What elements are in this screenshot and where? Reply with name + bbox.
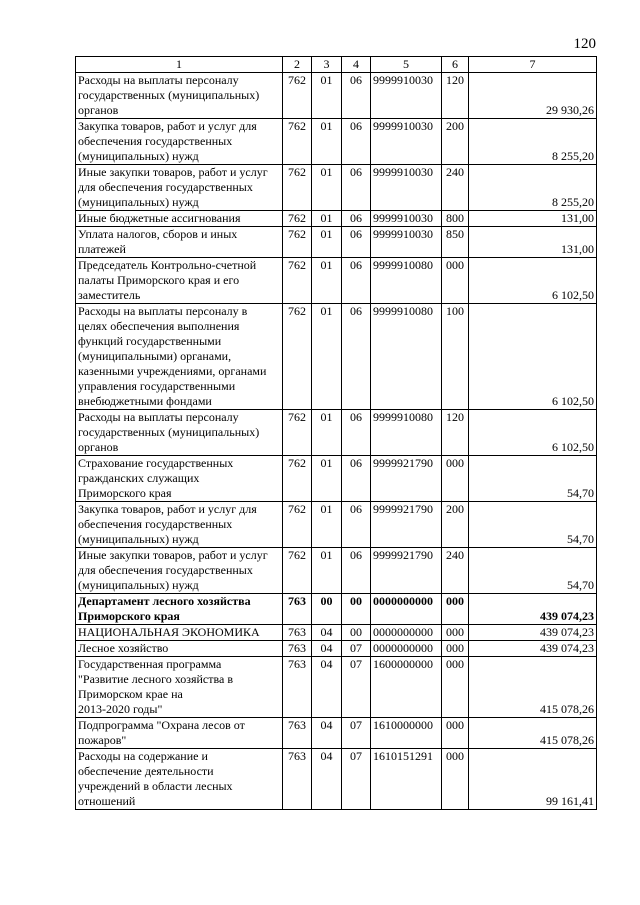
row-ved-code: 762: [283, 502, 312, 548]
row-expense-type: 120: [442, 73, 469, 119]
row-section-code: 01: [312, 456, 342, 502]
row-subsection-code: 06: [342, 410, 371, 456]
row-expense-type: 000: [442, 749, 469, 810]
row-name: НАЦИОНАЛЬНАЯ ЭКОНОМИКА: [76, 625, 283, 641]
row-expense-type: 240: [442, 165, 469, 211]
row-amount: 8 255,20: [469, 165, 597, 211]
table-row: [76, 258, 597, 304]
table-row: [76, 410, 597, 456]
row-name: Расходы на выплаты персоналу в целях обеспечения выполнения функций государственными (муниципальными) органами, казенными учреждениями, органами управления государственными внебюджетными фондами: [76, 304, 283, 410]
row-expense-type: 240: [442, 548, 469, 594]
table-row: [76, 456, 597, 502]
page-number: 120: [573, 36, 596, 52]
row-amount: 6 102,50: [469, 258, 597, 304]
row-expense-type: 000: [442, 258, 469, 304]
row-name: Расходы на выплаты персоналу государственных (муниципальных) органов: [76, 410, 283, 456]
row-target-article: 9999910030: [371, 165, 442, 211]
row-target-article: 9999910080: [371, 304, 442, 410]
row-name: Расходы на содержание и обеспечение деятельности учреждений в области лесных отношений: [76, 749, 283, 810]
row-ved-code: 763: [283, 641, 312, 657]
row-amount: 131,00: [469, 227, 597, 258]
row-ved-code: 762: [283, 165, 312, 211]
row-target-article: 1600000000: [371, 657, 442, 718]
row-subsection-code: 06: [342, 119, 371, 165]
row-ved-code: 762: [283, 304, 312, 410]
row-subsection-code: 07: [342, 718, 371, 749]
table-row: [76, 227, 597, 258]
row-section-code: 01: [312, 119, 342, 165]
row-amount: 415 078,26: [469, 657, 597, 718]
row-expense-type: 000: [442, 594, 469, 625]
row-section-code: 04: [312, 749, 342, 810]
row-ved-code: 763: [283, 594, 312, 625]
row-subsection-code: 06: [342, 258, 371, 304]
column-header: 4: [342, 57, 371, 73]
row-ved-code: 762: [283, 456, 312, 502]
row-expense-type: 100: [442, 304, 469, 410]
row-name: Лесное хозяйство: [76, 641, 283, 657]
row-subsection-code: 06: [342, 165, 371, 211]
row-name: Иные закупки товаров, работ и услуг для обеспечения государственных (муниципальных) нужд: [76, 548, 283, 594]
row-target-article: 9999921790: [371, 548, 442, 594]
row-amount: 54,70: [469, 548, 597, 594]
row-amount: 6 102,50: [469, 304, 597, 410]
row-section-code: 01: [312, 410, 342, 456]
row-ved-code: 762: [283, 258, 312, 304]
row-amount: 6 102,50: [469, 410, 597, 456]
row-ved-code: 762: [283, 119, 312, 165]
row-name: Закупка товаров, работ и услуг для обеспечения государственных (муниципальных) нужд: [76, 502, 283, 548]
row-section-code: 04: [312, 657, 342, 718]
row-name: Иные закупки товаров, работ и услуг для обеспечения государственных (муниципальных) нужд: [76, 165, 283, 211]
row-target-article: 0000000000: [371, 641, 442, 657]
row-amount: 8 255,20: [469, 119, 597, 165]
row-ved-code: 762: [283, 548, 312, 594]
table-row: [76, 749, 597, 810]
table-row: [76, 657, 597, 718]
column-header: 3: [312, 57, 342, 73]
row-name: Подпрограмма "Охрана лесов от пожаров": [76, 718, 283, 749]
column-header: 2: [283, 57, 312, 73]
row-ved-code: 763: [283, 749, 312, 810]
row-amount: 54,70: [469, 502, 597, 548]
row-subsection-code: 07: [342, 749, 371, 810]
row-subsection-code: 06: [342, 227, 371, 258]
row-expense-type: 200: [442, 502, 469, 548]
column-header: 7: [469, 57, 597, 73]
row-section-code: 01: [312, 304, 342, 410]
row-target-article: 9999910030: [371, 73, 442, 119]
row-amount: 131,00: [469, 211, 597, 227]
row-name: Департамент лесного хозяйства Приморского края: [76, 594, 283, 625]
row-target-article: 1610000000: [371, 718, 442, 749]
table-row: [76, 548, 597, 594]
row-expense-type: 000: [442, 625, 469, 641]
row-ved-code: 763: [283, 718, 312, 749]
row-amount: 415 078,26: [469, 718, 597, 749]
table-row: [76, 119, 597, 165]
row-ved-code: 763: [283, 625, 312, 641]
row-target-article: 1610151291: [371, 749, 442, 810]
row-ved-code: 762: [283, 410, 312, 456]
row-section-code: 04: [312, 641, 342, 657]
row-subsection-code: 06: [342, 73, 371, 119]
row-target-article: 0000000000: [371, 594, 442, 625]
row-name: Государственная программа "Развитие лесного хозяйства в Приморском крае на 2013-2020 годы": [76, 657, 283, 718]
row-section-code: 01: [312, 548, 342, 594]
row-target-article: 9999910080: [371, 258, 442, 304]
row-subsection-code: 07: [342, 657, 371, 718]
row-name: Иные бюджетные ассигнования: [76, 211, 283, 227]
column-header: 1: [76, 57, 283, 73]
row-name: Расходы на выплаты персоналу государственных (муниципальных) органов: [76, 73, 283, 119]
row-target-article: 9999910030: [371, 227, 442, 258]
row-subsection-code: 06: [342, 211, 371, 227]
column-header: 6: [442, 57, 469, 73]
row-ved-code: 763: [283, 657, 312, 718]
row-expense-type: 000: [442, 718, 469, 749]
table-row: [76, 211, 597, 227]
row-subsection-code: 00: [342, 625, 371, 641]
row-section-code: 01: [312, 227, 342, 258]
row-target-article: 9999910080: [371, 410, 442, 456]
row-name: Председатель Контрольно-счетной палаты Приморского края и его заместитель: [76, 258, 283, 304]
table-row: [76, 594, 597, 625]
row-target-article: 0000000000: [371, 625, 442, 641]
row-expense-type: 000: [442, 641, 469, 657]
row-name: Страхование государственных гражданских служащих Приморского края: [76, 456, 283, 502]
row-subsection-code: 06: [342, 456, 371, 502]
row-section-code: 01: [312, 165, 342, 211]
table-row: [76, 304, 597, 410]
row-section-code: 01: [312, 211, 342, 227]
row-target-article: 9999910030: [371, 119, 442, 165]
row-target-article: 9999921790: [371, 502, 442, 548]
row-expense-type: 200: [442, 119, 469, 165]
row-section-code: 01: [312, 502, 342, 548]
row-amount: 29 930,26: [469, 73, 597, 119]
row-ved-code: 762: [283, 211, 312, 227]
table-row: [76, 625, 597, 641]
table-row: [76, 165, 597, 211]
row-expense-type: 120: [442, 410, 469, 456]
row-expense-type: 000: [442, 456, 469, 502]
row-amount: 54,70: [469, 456, 597, 502]
row-amount: 99 161,41: [469, 749, 597, 810]
table-row: [76, 718, 597, 749]
row-subsection-code: 07: [342, 641, 371, 657]
row-section-code: 00: [312, 594, 342, 625]
row-amount: 439 074,23: [469, 594, 597, 625]
row-section-code: 04: [312, 718, 342, 749]
row-section-code: 01: [312, 258, 342, 304]
row-expense-type: 000: [442, 657, 469, 718]
row-section-code: 01: [312, 73, 342, 119]
row-name: Закупка товаров, работ и услуг для обеспечения государственных (муниципальных) нужд: [76, 119, 283, 165]
table-row: [76, 641, 597, 657]
row-name: Уплата налогов, сборов и иных платежей: [76, 227, 283, 258]
header-row: [76, 57, 597, 73]
row-amount: 439 074,23: [469, 625, 597, 641]
table-row: [76, 502, 597, 548]
row-section-code: 04: [312, 625, 342, 641]
row-subsection-code: 00: [342, 594, 371, 625]
row-subsection-code: 06: [342, 304, 371, 410]
row-expense-type: 850: [442, 227, 469, 258]
row-ved-code: 762: [283, 73, 312, 119]
budget-table: [75, 56, 597, 810]
table-row: [76, 73, 597, 119]
row-ved-code: 762: [283, 227, 312, 258]
row-subsection-code: 06: [342, 548, 371, 594]
table-body: [76, 57, 597, 810]
row-amount: 439 074,23: [469, 641, 597, 657]
row-subsection-code: 06: [342, 502, 371, 548]
row-target-article: 9999921790: [371, 456, 442, 502]
column-header: 5: [371, 57, 442, 73]
row-target-article: 9999910030: [371, 211, 442, 227]
row-expense-type: 800: [442, 211, 469, 227]
